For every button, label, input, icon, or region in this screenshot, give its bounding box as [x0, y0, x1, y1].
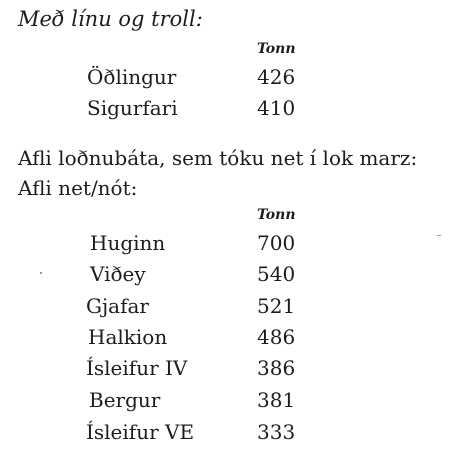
intro-paragraph: Afli loðnubáta, sem tóku net í lok marz: [18, 146, 418, 170]
unit-label-tonn-2: Tonn [257, 207, 296, 223]
boat-name: Öðlingur [87, 65, 177, 89]
boat-name: Sigurfari [87, 96, 178, 120]
boat-name: Bergur [89, 388, 161, 412]
unit-label-tonn-1: Tonn [257, 41, 296, 57]
catch-value: 540 [257, 262, 296, 286]
catch-value: 486 [257, 325, 296, 349]
boat-name: Huginn [90, 231, 166, 255]
catch-value: 386 [257, 356, 296, 380]
boat-name: Viðey [90, 262, 146, 286]
boat-name: Ísleifur VE [86, 420, 195, 444]
catch-value: 700 [257, 231, 296, 255]
boat-name: Gjafar [86, 294, 149, 318]
heading-line-and-trawl: Með línu og troll: [18, 7, 203, 31]
boat-name: Halkion [88, 325, 168, 349]
catch-value: 426 [257, 65, 296, 89]
subheading-net: Afli net/nót: [18, 176, 138, 200]
catch-value: 381 [257, 388, 296, 412]
catch-value: 333 [257, 420, 296, 444]
catch-value: 410 [257, 96, 296, 120]
boat-name: Ísleifur IV [86, 356, 188, 380]
paper-speck [40, 272, 42, 274]
paper-speck [437, 235, 441, 236]
catch-value: 521 [257, 294, 296, 318]
